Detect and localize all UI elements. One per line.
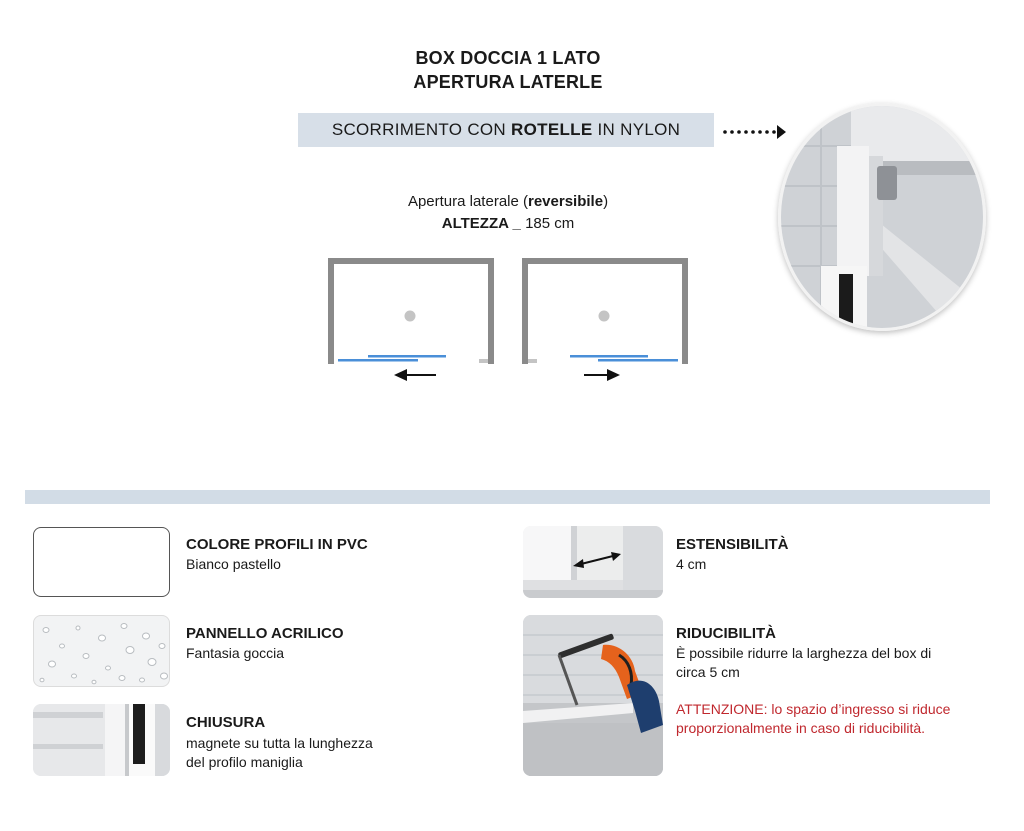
feature-title-closure: CHIUSURA (186, 714, 266, 731)
feature-title-color: COLORE PROFILI IN PVC (186, 536, 368, 553)
warning-text-line1: ATTENZIONE: lo spazio d’ingresso si riduce (676, 701, 951, 717)
page-title: BOX DOCCIA 1 LATO (415, 48, 601, 68)
height-spec: ALTEZZA _ 185 cm (441, 215, 575, 232)
feature-desc-closure-line2: del profilo maniglia (186, 754, 303, 770)
warning-text-line2: proporzionalmente in caso di riducibilità. (676, 720, 926, 736)
roller-closeup-photo (778, 103, 986, 331)
feature-desc-extensibility: 4 cm (676, 556, 707, 572)
banner-bold: ROTELLE (511, 120, 593, 139)
feature-desc-reducibility-line1: È possibile ridurre la larghezza del box di (676, 645, 932, 661)
feature-banner (298, 113, 714, 147)
banner-suffix: IN NYLON (592, 120, 681, 139)
extension-thumbnail (523, 526, 663, 598)
feature-desc-closure-line1: magnete su tutta la lunghezza (186, 735, 373, 751)
feature-title-reducibility: RIDUCIBILITÀ (676, 625, 776, 642)
feature-desc-color: Bianco pastello (186, 556, 281, 572)
drop-pattern-thumbnail (33, 615, 170, 687)
dotted-arrow-right-icon (722, 122, 788, 142)
saw-cutting-thumbnail (523, 615, 663, 776)
section-divider (25, 490, 990, 504)
feature-title-panel: PANNELLO ACRILICO (186, 625, 344, 642)
banner-prefix: SCORRIMENTO CON (331, 120, 512, 139)
opening-description: Apertura laterale (reversibile) (407, 193, 609, 210)
magnet-closure-thumbnail (33, 704, 170, 776)
plan-diagram-left-opening (328, 258, 494, 382)
white-swatch-thumbnail (33, 527, 170, 597)
feature-desc-reducibility-line2: circa 5 cm (676, 664, 740, 680)
page-subtitle: APERTURA LATERLE (413, 72, 603, 92)
feature-title-extensibility: ESTENSIBILITÀ (676, 536, 789, 553)
plan-diagram-right-opening (522, 258, 688, 382)
feature-desc-panel: Fantasia goccia (186, 645, 285, 661)
